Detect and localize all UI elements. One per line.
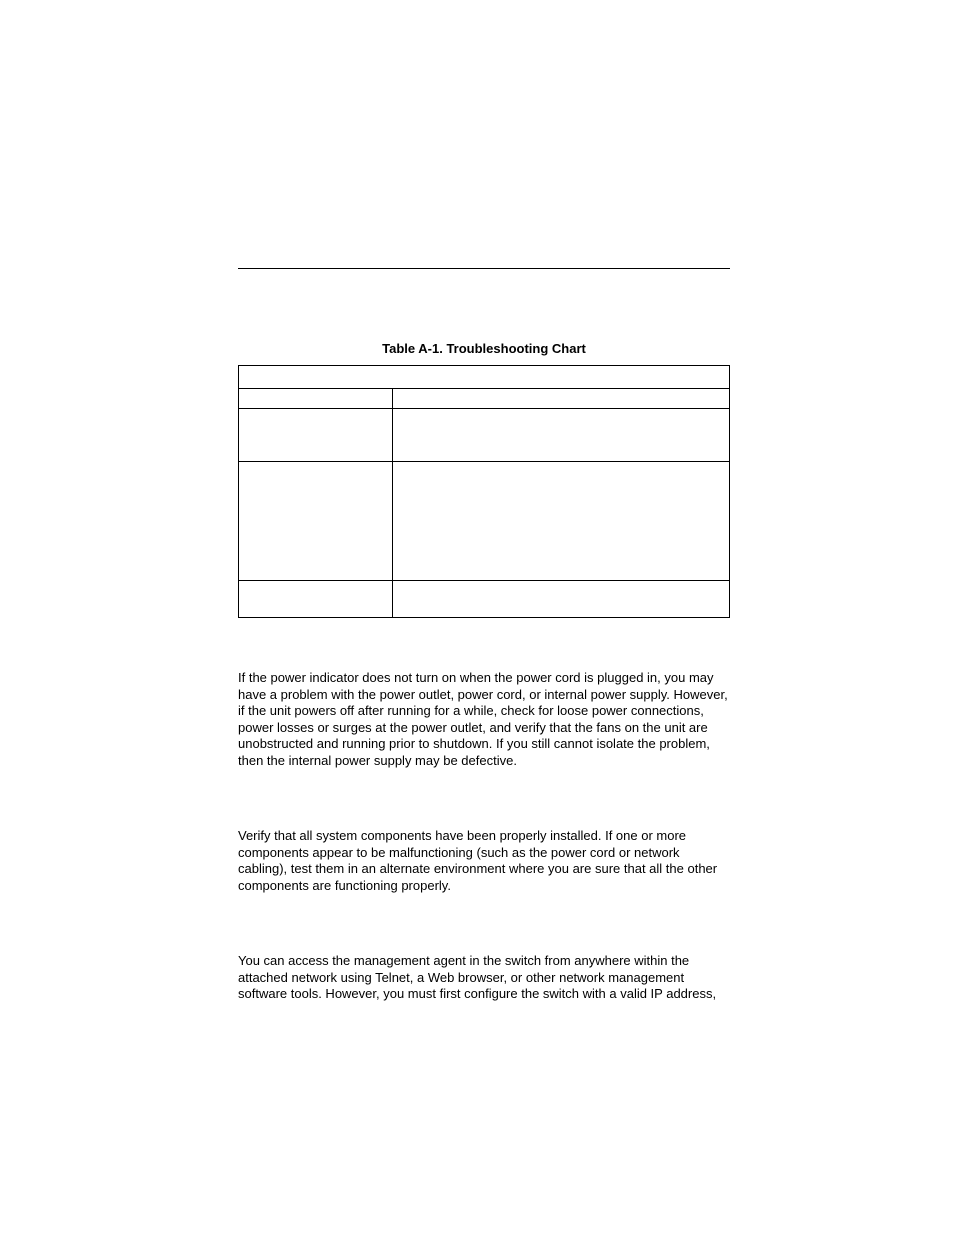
table-cell bbox=[239, 409, 393, 462]
header-cell-symptom bbox=[239, 389, 393, 409]
table-title-row bbox=[239, 366, 730, 389]
table-cell bbox=[239, 462, 393, 581]
table-row bbox=[239, 409, 730, 462]
table-cell bbox=[393, 409, 730, 462]
installation-check-paragraph: Verify that all system components have been properly installed. If one or more components appear to be malfunctioning (such as the power cord or network cabling), test them in an alternate environment where you are sure that all the other components are functioning properly. bbox=[238, 828, 718, 893]
table-row bbox=[239, 462, 730, 581]
table-header-row bbox=[239, 389, 730, 409]
table-title-cell bbox=[239, 366, 730, 389]
table-cell bbox=[239, 581, 393, 618]
header-rule bbox=[238, 268, 730, 269]
management-access-paragraph: You can access the management agent in the switch from anywhere within the attached network using Telnet, a Web browser, or other network management software tools. However, you must first configure the switch with a valid IP address, bbox=[238, 953, 717, 1001]
table-caption: Table A-1. Troubleshooting Chart bbox=[382, 341, 586, 356]
power-troubleshooting-paragraph: If the power indicator does not turn on when the power cord is plugged in, you may have a problem with the power outlet, power cord, or internal power supply. However, if the unit powers off after running for a while, check for loose power connections, power losses or surges at the power outlet, and verify that the fans on the unit are unobstructed and running prior to shutdown. If you still cannot isolate the problem, then the internal power supply may be defective. bbox=[238, 670, 728, 768]
table-cell bbox=[393, 581, 730, 618]
table-row bbox=[239, 581, 730, 618]
table-cell bbox=[393, 462, 730, 581]
troubleshooting-chart bbox=[238, 365, 730, 618]
header-cell-action bbox=[393, 389, 730, 409]
